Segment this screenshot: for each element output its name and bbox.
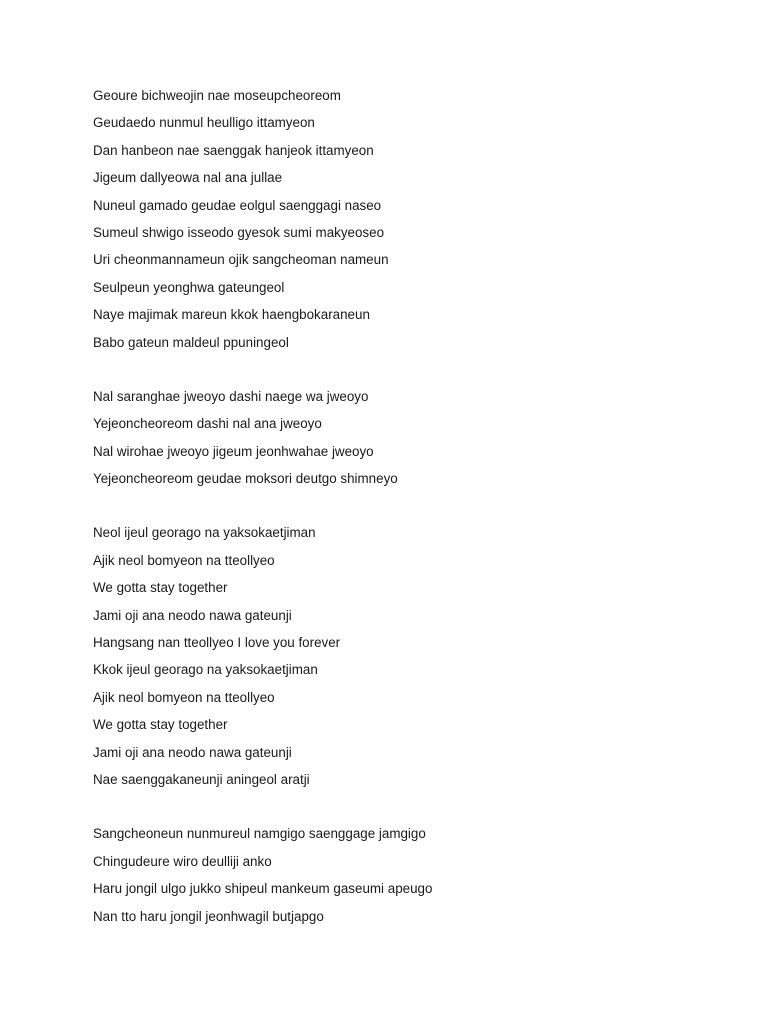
lyric-line: Naye majimak mareun kkok haengbokaraneun [93, 307, 370, 323]
lyric-line: Nal wirohae jweoyo jigeum jeonhwahae jweoyo [93, 443, 374, 459]
lyric-line: Nan tto haru jongil jeonhwagil butjapgo [93, 908, 324, 924]
lyric-line: Babo gateun maldeul ppuningeol [93, 334, 289, 350]
lyric-line: Seulpeun yeonghwa gateungeol [93, 279, 285, 295]
lyric-line: Jami oji ana neodo nawa gateunji [93, 744, 292, 760]
lyric-line: Haru jongil ulgo jukko shipeul mankeum gaseumi apeugo [93, 881, 433, 897]
lyric-line: Neol ijeul georago na yaksokaetjiman [93, 525, 316, 541]
lyric-line: Dan hanbeon nae saenggak hanjeok ittamyeon [93, 142, 374, 158]
lyric-line: Ajik neol bomyeon na tteollyeo [93, 689, 275, 705]
lyric-line: We gotta stay together [93, 717, 228, 733]
lyrics-body [93, 86, 733, 934]
lyric-line: Sangcheoneun nunmureul namgigo saenggage jamgigo [93, 826, 426, 842]
lyric-line: Jigeum dallyeowa nal ana jullae [93, 170, 283, 186]
stanza-2 [93, 387, 733, 497]
lyric-line: Yejeoncheoreom dashi nal ana jweoyo [93, 416, 322, 432]
lyric-line: Chingudeure wiro deulliji anko [93, 853, 272, 869]
lyric-line: Nae saenggakaneunji aningeol aratji [93, 771, 310, 787]
lyric-line: Nal saranghae jweoyo dashi naege wa jweoyo [93, 388, 369, 404]
lyric-line: Jami oji ana neodo nawa gateunji [93, 607, 292, 623]
lyric-line: Kkok ijeul georago na yaksokaetjiman [93, 662, 318, 678]
stanza-3 [93, 523, 733, 797]
lyric-line: Uri cheonmannameun ojik sangcheoman nameun [93, 252, 389, 268]
lyric-line: Sumeul shwigo isseodo gyesok sumi makyeoseo [93, 224, 385, 240]
lyric-line: We gotta stay together [93, 580, 228, 596]
stanza-1 [93, 86, 733, 360]
lyric-line: Nuneul gamado geudae eolgul saenggagi naseo [93, 197, 382, 213]
lyric-line: Ajik neol bomyeon na tteollyeo [93, 552, 275, 568]
lyric-line: Hangsang nan tteollyeo I love you forever [93, 635, 341, 651]
lyric-line: Geoure bichweojin nae moseupcheoreom [93, 88, 341, 103]
lyric-line: Yejeoncheoreom geudae moksori deutgo shimneyo [93, 471, 398, 487]
stanza-4 [93, 824, 733, 934]
lyric-line: Geudaedo nunmul heulligo ittamyeon [93, 115, 315, 131]
